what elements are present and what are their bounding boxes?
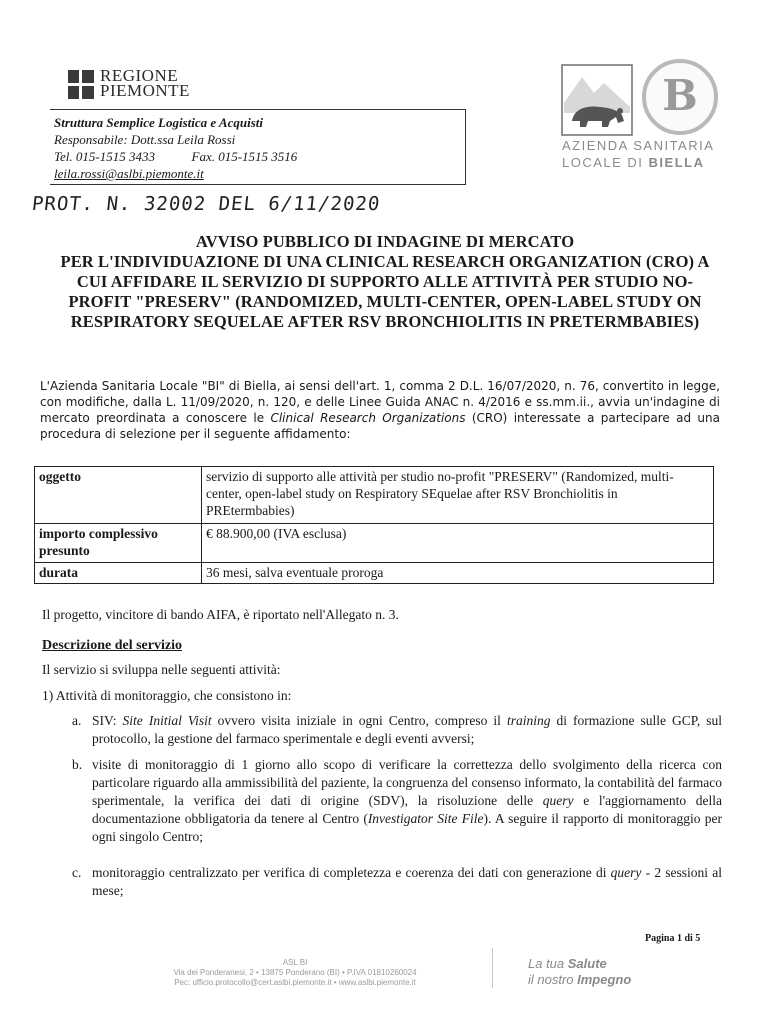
item-text-part: training <box>506 713 551 728</box>
asl-seal <box>642 59 718 135</box>
list-item: 1) Attività di monitoraggio, che consistono in: <box>42 688 292 703</box>
list-item <box>72 756 722 856</box>
item-text-part: SIV: <box>92 713 123 728</box>
slogan-prefix: La tua <box>528 956 568 971</box>
item-label: a. <box>72 713 82 728</box>
slogan-bold: Impegno <box>577 972 632 987</box>
asl-name <box>562 137 714 171</box>
item-text-part: Investigator Site File <box>367 811 484 826</box>
title-line5: RESPIRATORY SEQUELAE AFTER RSV BRONCHIOLITIS IN PRETERMBABIES) <box>70 312 700 331</box>
seal-letter: B <box>662 71 698 120</box>
item-text <box>92 756 722 846</box>
page-title <box>40 232 730 332</box>
section-heading: Descrizione del servizio <box>42 638 182 653</box>
footer-address <box>130 958 460 988</box>
footer-addr-line: Via dei Ponderanesi, 2 • 13875 Ponderano (BI) • P.IVA 01810260024 <box>173 968 417 977</box>
bear-emblem-icon <box>560 63 634 137</box>
item-text-part: di formazione sulle GCP, sul protocollo, la gestione del farmaco sperimentale e degli eventi avversi; <box>92 713 722 746</box>
struttura-box <box>50 109 466 185</box>
title-line3: CUI AFFIDARE IL SERVIZIO DI SUPPORTO ALLE ATTIVITÀ PER STUDIO NO- <box>76 272 694 291</box>
table-value: 36 mesi, salva eventuale proroga <box>202 563 714 584</box>
struttura-title: Struttura Semplice Logistica e Acquisti <box>54 115 263 130</box>
intro-paragraph <box>40 378 720 442</box>
regione-line1: REGIONE <box>100 66 179 85</box>
item-text-part: e l'aggiornamento della documentazione obbligatoria da tenere al Centro ( <box>92 793 723 826</box>
table-row <box>35 524 714 563</box>
regione-line2: PIEMONTE <box>100 81 190 100</box>
title-line2: PER L'INDIVIDUAZIONE DI UNA CLINICAL RESEARCH ORGANIZATION (CRO) A <box>60 252 710 271</box>
tel: Tel. 015-1515 3433 <box>54 149 155 164</box>
asl-line2-bold: BIELLA <box>648 155 705 170</box>
contacts <box>54 148 465 165</box>
footer-addr-line: Pec: ufficio.protocollo@cert.aslbi.piemonte.it • www.aslbi.piemonte.it <box>174 978 416 987</box>
protocol-number: PROT. N. 32002 DEL 6/11/2020 <box>30 193 382 215</box>
asl-biella-logo <box>560 55 730 175</box>
servizio-intro: Il servizio si sviluppa nelle seguenti attività: <box>42 662 281 677</box>
table-key: oggetto <box>35 467 202 524</box>
regione-name <box>100 68 190 98</box>
item-label: c. <box>72 865 82 880</box>
item-text-part: ). A seguire il rapporto di monitoraggio per ogni singolo Centro; <box>92 811 722 844</box>
footer-slogan <box>528 956 631 988</box>
item-text-part: ovvero visita iniziale in ogni Centro, compreso il <box>211 713 507 728</box>
asl-line1: AZIENDA SANITARIA <box>562 138 715 153</box>
allegato-paragraph: Il progetto, vincitore di bando AIFA, è riportato nell'Allegato n. 3. <box>42 607 399 622</box>
intro-italic: Clinical Research Organizations <box>270 411 466 425</box>
item-text-part: query <box>610 865 642 880</box>
asl-line2 <box>562 154 714 171</box>
table-key: durata <box>35 563 202 584</box>
item-text <box>92 712 722 748</box>
list-item <box>72 712 722 752</box>
table-value: € 88.900,00 (IVA esclusa) <box>202 524 714 563</box>
item-text <box>92 864 722 900</box>
title-line4: PROFIT "PRESERV" (RANDOMIZED, MULTI-CENTER, OPEN-LABEL STUDY ON <box>68 292 702 311</box>
regione-piemonte-logo <box>68 68 208 102</box>
list-item <box>72 864 722 904</box>
flag-icon <box>68 70 94 100</box>
slogan-line1 <box>528 956 631 972</box>
slogan-bold: Salute <box>567 956 607 971</box>
intro-part1: L'Azienda Sanitaria Locale "BI" di Biella, ai sensi dell'art. 1, comma 2 D.L. 16/07/2020, n. 76, convertito in legge, con modifiche, dalla L. 11/09/2020, n. 120, e delle Linee Guida ANAC n. 4/2016 e ss.mm.ii., avvia un'indagine di mercato preordinata a conoscere le <box>40 379 720 425</box>
fax: Fax. 015-1515 3516 <box>191 149 298 164</box>
page-number: Pagina 1 di 5 <box>645 933 701 944</box>
table-key: importo complessivo presunto <box>35 524 202 563</box>
table-value: servizio di supporto alle attività per studio no-profit "PRESERV" (Randomized, multi-center, open-label study on Respiratory SEquelae after RSV Bronchiolitis in PREtermbabies) <box>202 467 714 524</box>
table-row <box>35 563 714 584</box>
info-table <box>34 466 714 584</box>
item-text-part: - 2 sessioni al mese; <box>92 865 722 898</box>
slogan-line2 <box>528 972 631 988</box>
item-label: b. <box>72 757 83 772</box>
asl-line2-prefix: LOCALE DI <box>562 155 644 170</box>
title-line1: AVVISO PUBBLICO DI INDAGINE DI MERCATO <box>195 232 575 251</box>
email-link[interactable]: leila.rossi@aslbi.piemonte.it <box>54 166 204 181</box>
item-text-part: visite di monitoraggio di 1 giorno allo scopo di verificare la correttezza dello svolgimento della ricerca con particolare riguardo alla ammissibilità del paziente, la congruenza del consenso informato, la contabilità del farmaco sperimentale, la verifica dei dati di origine (SDV), la risoluzione delle <box>92 757 722 808</box>
item-text-part: Site Initial Visit <box>122 713 212 728</box>
intro-part2: (CRO) interessate a partecipare ad una procedura di selezione per il seguente affidamento: <box>40 411 720 441</box>
footer-addr-line: ASL BI <box>282 958 308 967</box>
slogan-prefix: il nostro <box>528 972 578 987</box>
divider <box>50 184 466 185</box>
table-row <box>35 467 714 524</box>
footer-divider <box>492 948 493 988</box>
responsabile: Responsabile: Dott.ssa Leila Rossi <box>54 132 236 147</box>
item-text-part: monitoraggio centralizzato per verifica di completezza e coerenza dei dati con generazione di <box>92 865 611 880</box>
item-text-part: query <box>542 793 574 808</box>
